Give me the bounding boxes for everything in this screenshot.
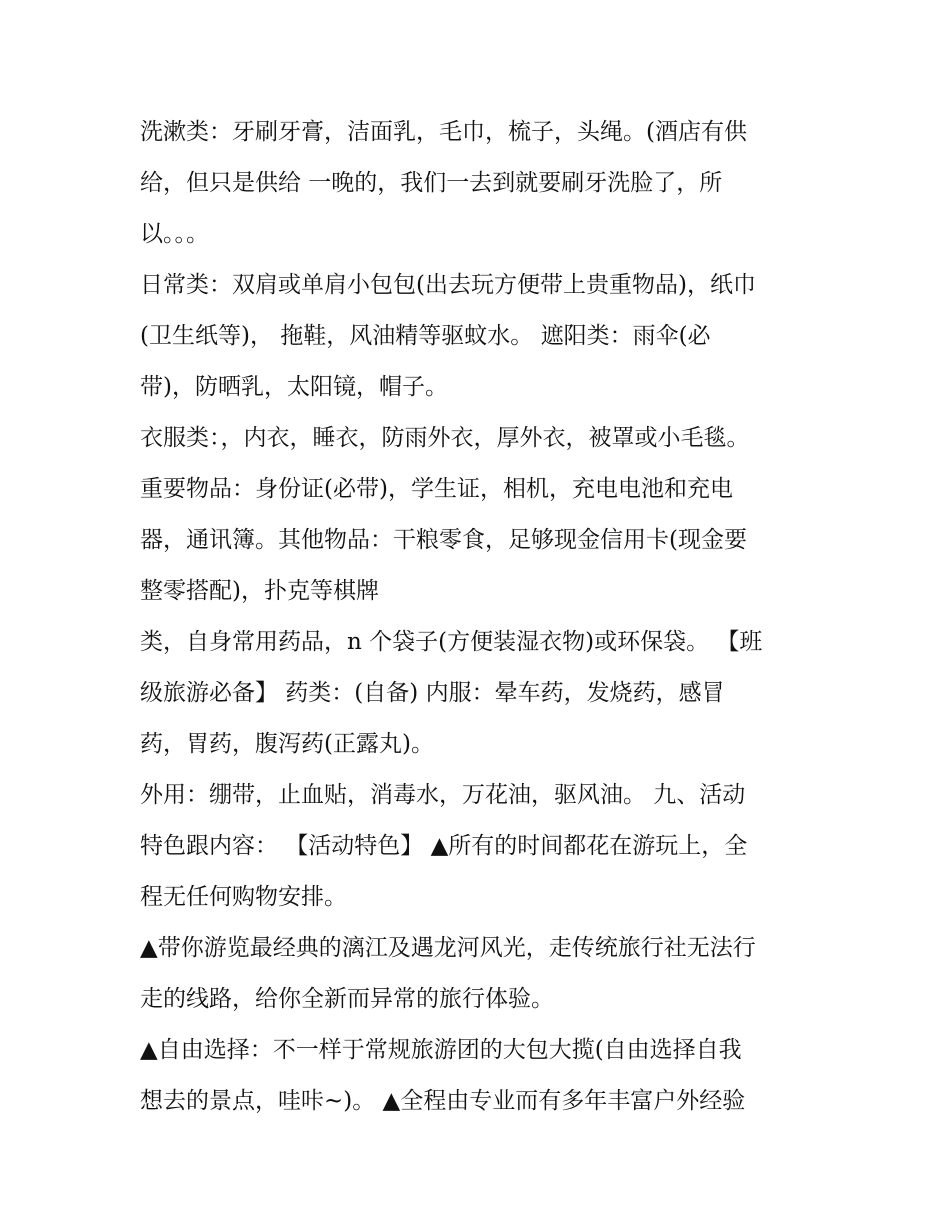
text-line: 想去的景点，哇咔~)。 ▲全程由专业而有多年丰富户外经验 [140, 1088, 746, 1114]
text-line: 特色跟内容： 【活动特色】 ▲所有的时间都花在游玩上，全 [140, 833, 748, 859]
text-line: 级旅游必备】 药类：(自备) 内服：晕车药，发烧药，感冒 [140, 680, 725, 706]
text-line: 洗漱类：牙刷牙膏，洁面乳，毛巾，梳子，头绳。(酒店有供 [140, 119, 747, 145]
text-line: 以。。。 [140, 221, 209, 247]
text-line: 重要物品：身份证(必带)，学生证，相机，充电电池和充电 [140, 476, 733, 502]
text-line: ▲带你游览最经典的漓江及遇龙河风光，走传统旅行社无法行 [140, 935, 756, 961]
text-line: 给，但只是供给 一晚的，我们一去到就要刷牙洗脸了，所 [140, 170, 723, 196]
document-body [140, 107, 820, 1127]
text-line: 带)，防晒乳，太阳镜，帽子。 [140, 374, 448, 400]
text-line: 类，自身常用药品，n 个袋子(方便装湿衣物)或环保袋。 【班 [140, 629, 763, 655]
text-line: ▲自由选择：不一样于常规旅游团的大包大揽(自由选择自我 [140, 1037, 742, 1063]
text-line: 药，胃药，腹泻药(正露丸)。 [140, 731, 434, 757]
text-line: 外用：绷带，止血贴，消毒水，万花油，驱风油。 九、活动 [140, 782, 746, 808]
text-line: 走的线路，给你全新而异常的旅行体验。 [140, 986, 554, 1012]
text-line: 日常类：双肩或单肩小包包(出去玩方便带上贵重物品)，纸巾 [140, 272, 756, 298]
text-line: 程无任何购物安排。 [140, 884, 347, 910]
text-line: 整零搭配)，扑克等棋牌 [140, 578, 379, 604]
text-line: (卫生纸等)， 拖鞋，风油精等驱蚊水。 遮阳类：雨伞(必 [140, 323, 711, 349]
text-line: 器，通讯簿。其他物品：干粮零食，足够现金信用卡(现金要 [140, 527, 747, 553]
text-line: 衣服类：，内衣，睡衣，防雨外衣，厚外衣，被罩或小毛毯。 [140, 425, 750, 451]
